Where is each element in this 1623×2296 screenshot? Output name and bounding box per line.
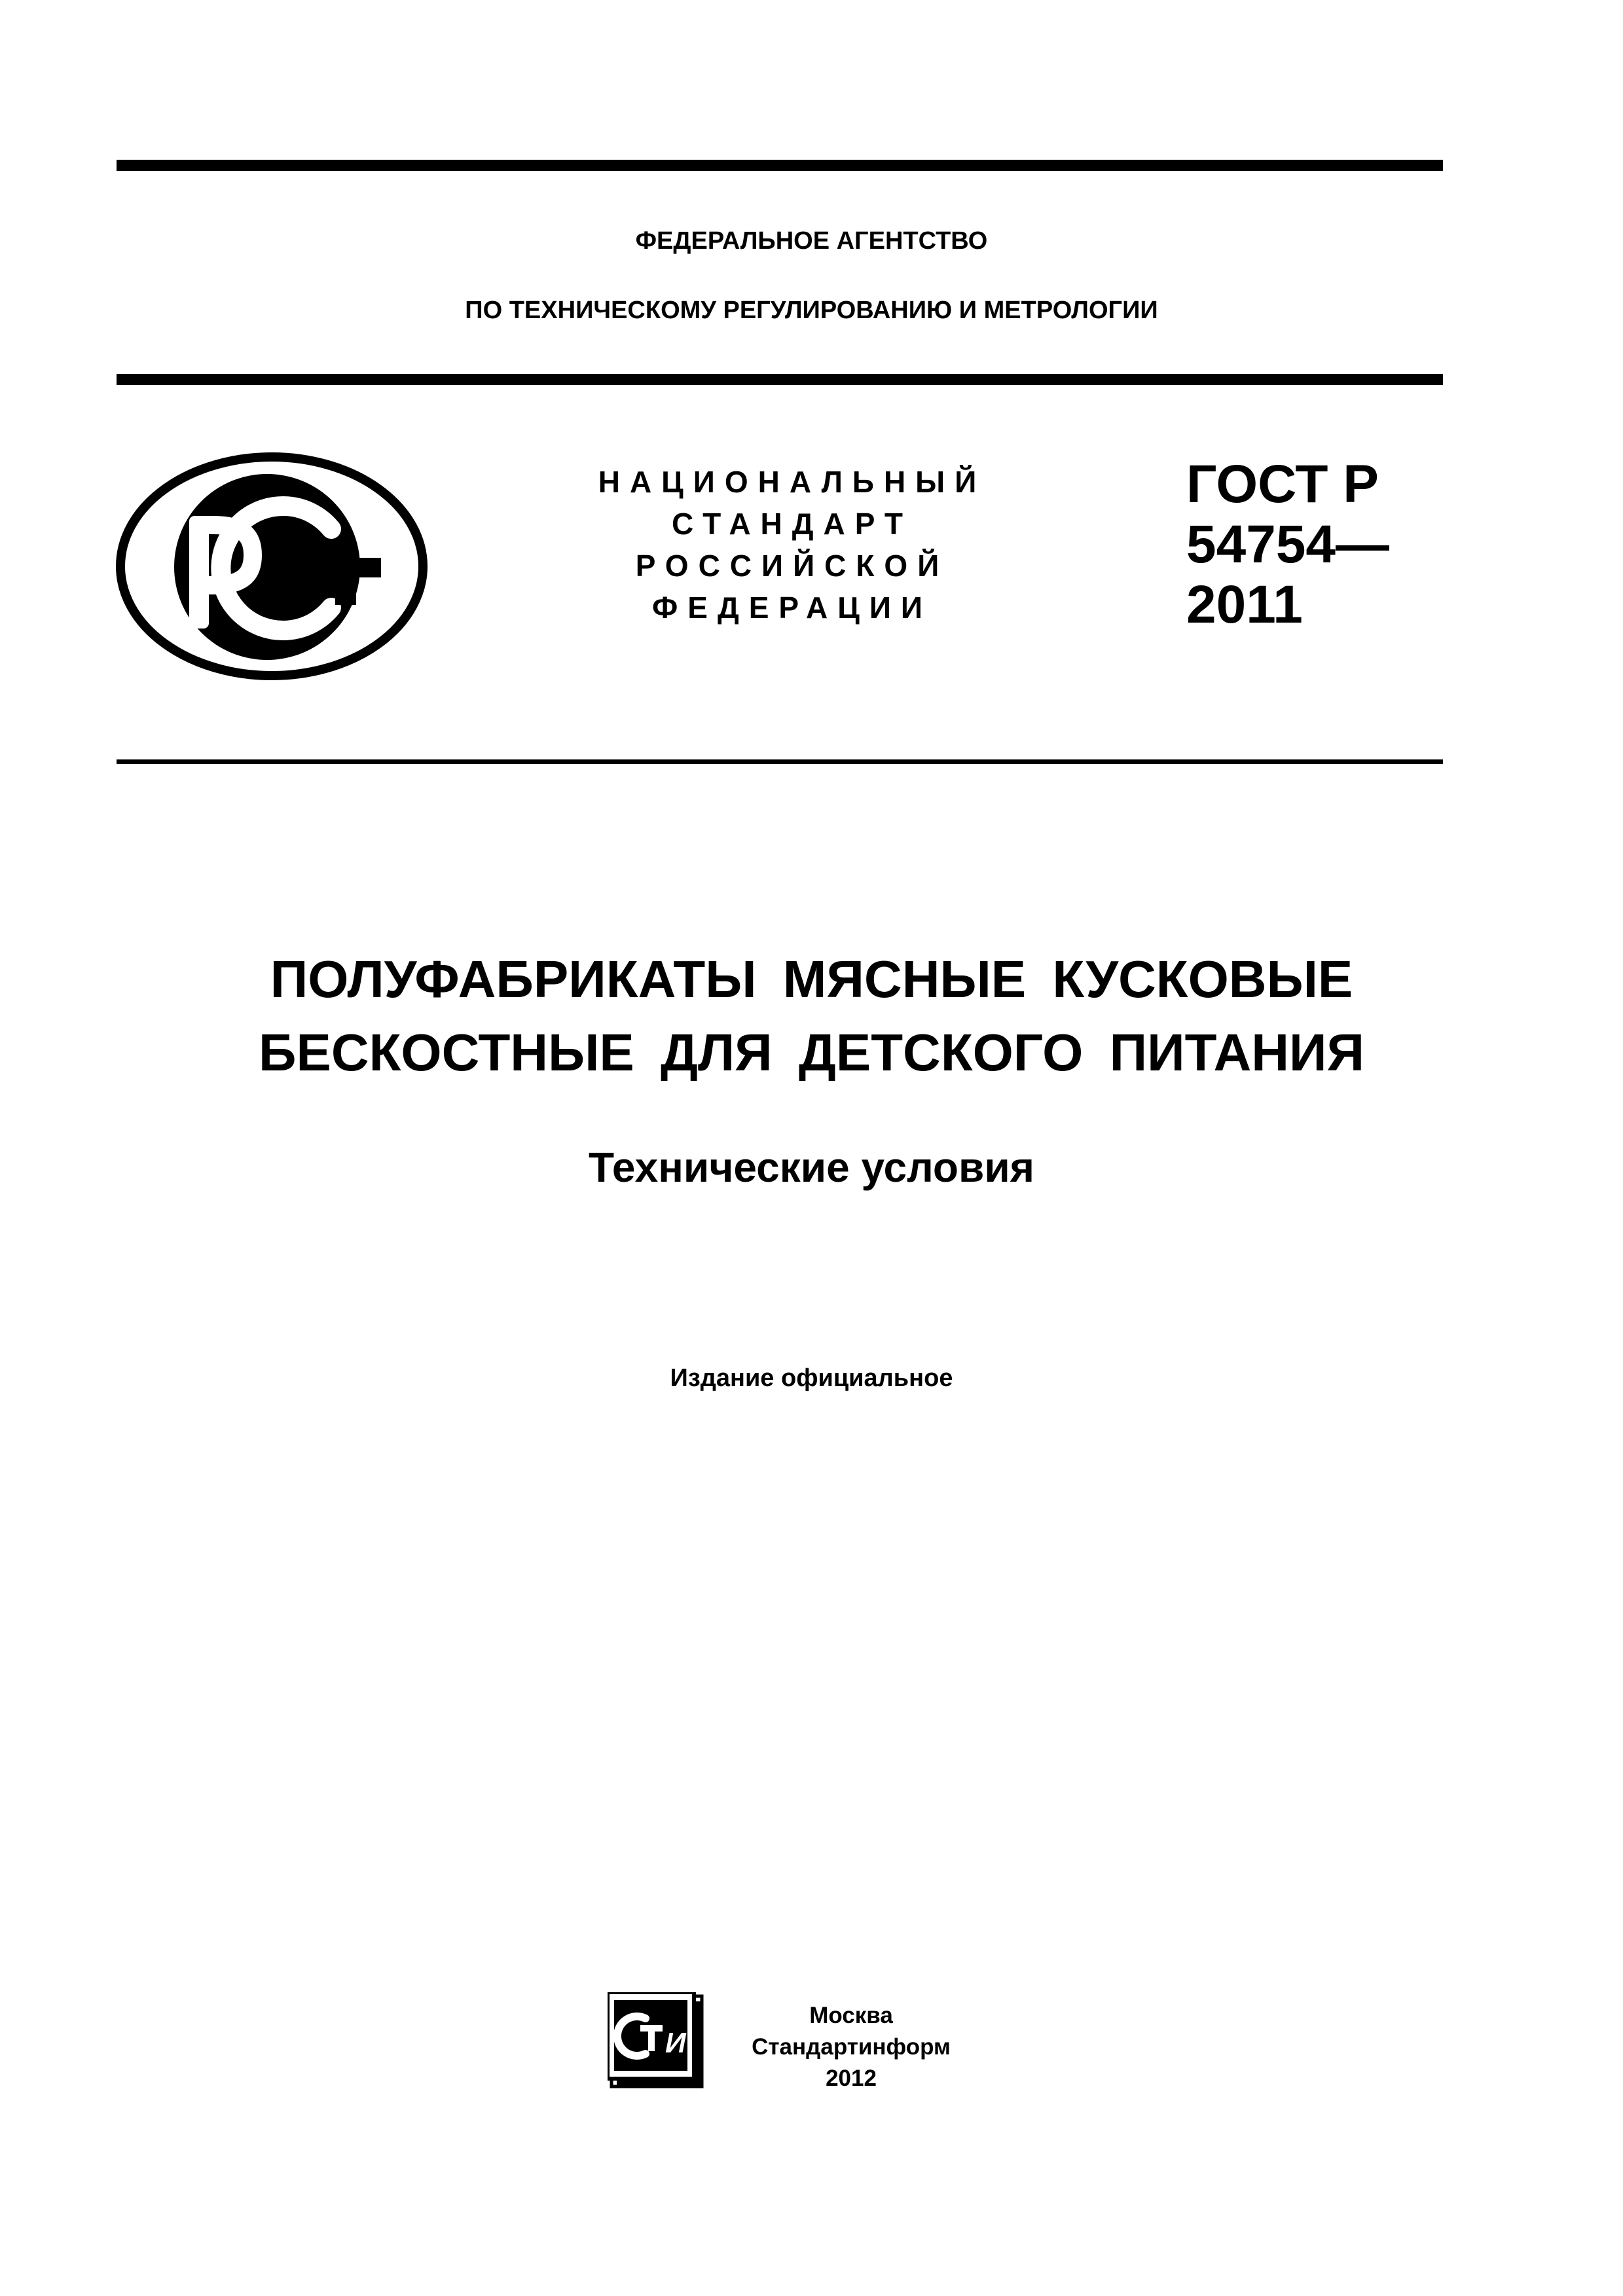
category-line: ФЕДЕРАЦИИ	[652, 591, 932, 625]
middle-rule	[117, 374, 1443, 385]
designation-line: 2011	[1186, 575, 1303, 634]
category-line: РОССИЙСКОЙ	[635, 549, 949, 583]
national-standard-label	[570, 461, 1015, 629]
category-line: СТАНДАРТ	[672, 507, 913, 541]
agency-line-2: ПО ТЕХНИЧЕСКОМУ РЕГУЛИРОВАНИЮ И МЕТРОЛОГИИ	[465, 297, 1158, 324]
title-line: БЕСКОСТНЫЕ ДЛЯ ДЕТСКОГО ПИТАНИЯ	[258, 1023, 1365, 1082]
designation-line: 54754—	[1186, 515, 1390, 574]
publisher-year: 2012	[826, 2066, 877, 2091]
rst-gost-logo-icon	[115, 452, 428, 681]
agency-line-1: ФЕДЕРАЛЬНОЕ АГЕНТСТВО	[635, 227, 988, 255]
designation-line: ГОСТ Р	[1186, 454, 1379, 514]
document-title	[0, 943, 1623, 1089]
standard-designation	[1186, 454, 1389, 635]
standartinform-logo-icon	[608, 1992, 706, 2090]
top-rule	[117, 160, 1443, 171]
bottom-rule	[117, 759, 1443, 764]
title-line: ПОЛУФАБРИКАТЫ МЯСНЫЕ КУСКОВЫЕ	[270, 950, 1353, 1008]
publisher-block	[727, 2000, 976, 2094]
publisher-logo-text: И	[665, 2027, 686, 2059]
publisher-name: Стандартинформ	[752, 2034, 951, 2060]
publisher-city: Москва	[809, 2003, 893, 2028]
category-line: НАЦИОНАЛЬНЫЙ	[598, 465, 987, 499]
document-subtitle: Технические условия	[588, 1144, 1035, 1191]
edition-label: Издание официальное	[670, 1364, 953, 1392]
